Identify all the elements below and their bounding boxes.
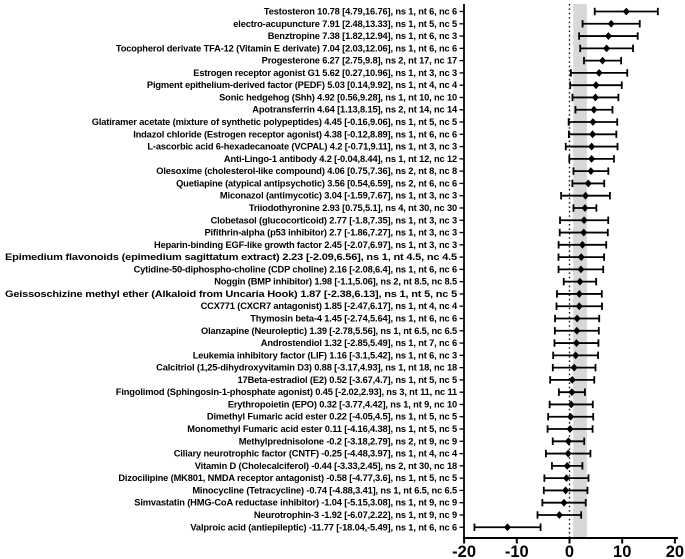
row-label: Progesterone 6.27 [2.75,9.8], ns 2, nt 17, nc 17 <box>261 55 457 66</box>
row-label: Clobetasol (glucocorticoid) 2.77 [-1.8,7.35], ns 1, nt 3, nc 3 <box>210 215 457 226</box>
row-label: Sonic hedgehog (Shh) 4.92 [0.56,9.28], ns 1, nt 10, nc 10 <box>219 92 457 103</box>
row-label: Cytidine-50-diphospho-choline (CDP choline) 2.16 [-2.08,6.4], ns 1, nt 6, nc 6 <box>133 264 457 275</box>
forest-row <box>118 473 588 483</box>
forest-row <box>156 363 595 373</box>
forest-row <box>187 424 592 434</box>
forest-row <box>5 289 602 299</box>
forest-row <box>116 387 585 397</box>
forest-row <box>134 498 585 508</box>
effect-marker <box>590 106 597 114</box>
effect-marker <box>567 413 574 421</box>
forest-row <box>195 461 583 471</box>
forest-row <box>249 203 597 213</box>
row-label: Pigment epithelium-derived factor (PEDF) 5.03 [0.14,9.92], ns 1, nt 4, nc 4 <box>146 80 457 91</box>
x-tick-label: 0 <box>564 543 575 559</box>
effect-marker <box>589 130 596 138</box>
forest-row <box>116 43 633 53</box>
effect-marker <box>593 81 600 89</box>
effect-marker <box>599 57 606 65</box>
row-label: Quetiapine (atypical antipsychotic) 3.56 [0.54,6.59], ns 2, nt 6, nc 6 <box>176 178 457 189</box>
row-label: Tocopherol derivate TFA-12 (Vitamin E derivate) 7.04 [2.03,12.06], ns 1, nt 6, nc 6 <box>115 43 457 54</box>
forest-row <box>220 191 610 201</box>
forest-row <box>201 326 599 336</box>
row-label: Pifithrin-alpha (p53 inhibitor) 2.7 [-1.86,7.27], ns 1, nt 3, nc 3 <box>204 227 457 238</box>
forest-row <box>201 301 602 311</box>
forest-row <box>228 399 593 409</box>
row-label: Vitamin D (Cholecalciferol) -0.44 [-3.33,2.45], ns 2, nt 30, nc 18 <box>194 460 457 471</box>
row-label: Indazol chloride (Estrogen receptor agonist) 4.38 [-0.12,8.89], ns 1, nt 6, nc 6 <box>133 129 457 140</box>
row-label: Thymosin beta-4 1.45 [-2.74,5.64], ns 1, nt 6, nc 6 <box>250 313 457 324</box>
x-tick-label: -10 <box>504 543 529 559</box>
forest-row <box>254 510 581 520</box>
row-label: L-ascorbic acid 6-hexadecanoate (VCPAL) 4.2 [-0.71,9.11], ns 1, nt 3, nc 3 <box>147 141 457 152</box>
forest-row <box>252 105 612 115</box>
row-label: Androstendiol 1.32 [-2.85,5.49], ns 1, nt 7, nc 6 <box>260 338 457 349</box>
row-label: Estrogen receptor agonist G1 5.62 [0.27,10.96], ns 1, nt 3, nc 3 <box>193 67 457 78</box>
row-label: Apotransferrin 4.64 [1.13,8.15], ns 2, nt 14, nc 14 <box>252 104 457 115</box>
forest-row <box>193 350 598 360</box>
row-label: Ciliary neurotrophic factor (CNTF) -0.25 [-4.48,3.97], ns 1, nt 4, nc 4 <box>173 448 457 459</box>
row-label: Glatiramer acetate (mixture of synthetic polypeptides) 4.45 [-0.16,9.06], ns 1, nt 5, nc 5 <box>91 117 457 128</box>
effect-marker <box>562 487 569 495</box>
forest-row <box>5 252 604 262</box>
row-label: Miconazol (antimycotic) 3.04 [-1.59,7.67], ns 1, nt 3, nc 3 <box>219 190 457 201</box>
forest-row <box>190 522 540 532</box>
row-label: Valproic acid (antiepileptic) -11.77 [-18.04,-5.49], ns 1, nt 6, nc 6 <box>190 522 457 533</box>
x-tick-label: 10 <box>613 543 632 559</box>
forest-row <box>238 375 595 385</box>
row-label: Calcitriol (1,25-dihydroxyvitamin D3) 0.88 [-3.17,4.93], ns 1, nt 18, nc 18 <box>156 362 457 373</box>
row-label: Olanzapine (Neuroleptic) 1.39 [-2.78,5.56], ns 1, nt 6.5, nc 6.5 <box>201 325 457 336</box>
row-label: Leukemia inhibitory factor (LIF) 1.16 [-3.1,5.42], ns 1, nt 6, nc 3 <box>192 350 457 361</box>
forest-row <box>204 228 607 238</box>
row-label: 17Beta-estradiol (E2) 0.52 [-3.67,4.7], ns 1, nt 5, nc 5 <box>237 374 457 385</box>
forest-row <box>193 68 627 78</box>
forest-row <box>211 215 609 225</box>
forest-row <box>250 314 599 324</box>
effect-marker <box>588 155 595 163</box>
forest-row <box>154 240 606 250</box>
row-label: electro-acupuncture 7.91 [2.48,13.33], ns 1, nt 5, nc 5 <box>233 18 457 29</box>
effect-marker <box>596 69 603 77</box>
effect-marker <box>504 523 511 531</box>
forest-row <box>92 117 617 127</box>
forest-row <box>214 277 596 287</box>
row-label: Neurotrophin-3 -1.92 [-6.07,2.22], ns 1, nt 9, nc 9 <box>253 509 457 520</box>
forest-row <box>261 338 599 348</box>
effect-marker <box>565 450 572 458</box>
forest-row <box>262 56 622 66</box>
row-label: Dimethyl Fumaric acid ester 0.22 [-4.05,4.5], ns 1, nt 5, nc 5 <box>206 411 457 422</box>
forest-row <box>174 449 591 459</box>
x-tick-label: 20 <box>665 543 685 559</box>
effect-marker <box>623 8 630 16</box>
forest-row <box>147 142 617 152</box>
effect-marker <box>587 167 594 175</box>
forest-row <box>224 154 614 164</box>
effect-marker <box>588 143 595 151</box>
forest-row <box>207 412 593 422</box>
forest-row <box>264 7 658 17</box>
effect-marker <box>605 32 612 40</box>
forest-row <box>156 166 608 176</box>
effect-marker <box>556 511 563 519</box>
forest-row <box>176 178 604 188</box>
row-label: Anti-Lingo-1 antibody 4.2 [-0.04,8.44], ns 1, nt 12, nc 12 <box>223 153 457 164</box>
effect-marker <box>565 437 572 445</box>
row-label: CCX771 (CXCR7 antagonist) 1.85 [-2.47,6.17], ns 1, nt 4, nc 4 <box>200 301 457 312</box>
row-label: Dizocilipine (MK801, NMDA receptor antagonist) -0.58 [-4.77,3.6], ns 1, nt 5, nc 5 <box>118 473 457 484</box>
row-label: Fingolimod (Sphingosin-1-phosphate agonist) 0.45 [-2.02,2.93], ns 3, nt 11, nc 11 <box>115 387 457 398</box>
row-label: Noggin (BMP inhibitor) 1.98 [-1.1,5.06], ns 2, nt 8.5, nc 8.5 <box>214 276 457 287</box>
effect-marker <box>603 44 610 52</box>
row-label: Epimedium flavonoids (epimedium sagittatum extract) 2.23 [-2.09,6.56], ns 1, nt 4.5, nc 4.5 <box>5 252 457 263</box>
row-label: Erythropoietin (EPO) 0.32 [-3.77,4.42], ns 1, nt 9, nc 10 <box>227 399 457 410</box>
forest-row <box>147 80 622 90</box>
forest-row <box>239 436 584 446</box>
forest-row <box>133 129 616 139</box>
row-label: Benztropine 7.38 [1.82,12.94], ns 1, nt 6, nc 3 <box>267 31 457 42</box>
row-label: Simvastatin (HMG-CoA reductase inhibitor) -1.04 [-5.15,3.08], ns 1, nt 9, nc 9 <box>134 497 457 508</box>
forest-row <box>219 92 618 102</box>
x-tick-label: -20 <box>452 543 477 559</box>
effect-marker <box>561 499 568 507</box>
row-label: Triiodothyronine 2.93 [0.75,5.1], ns 4, nt 30, nc 30 <box>248 202 457 213</box>
effect-marker <box>608 20 615 28</box>
row-label: Methylprednisolone -0.2 [-3.18,2.79], ns 2, nt 9, nc 9 <box>238 436 457 447</box>
forest-row <box>192 485 587 495</box>
row-label: Monomethyl Fumaric acid ester 0.11 [-4.16,4.38], ns 1, nt 5, nc 5 <box>187 424 457 435</box>
row-label: Olesoxime (cholesterol-like compound) 4.06 [0.75,7.36], ns 2, nt 8, nc 8 <box>156 166 457 177</box>
row-label: Heparin-binding EGF-like growth factor 2.45 [-2.07,6.97], ns 1, nt 3, nc 3 <box>154 239 457 250</box>
row-label: Testosteron 10.78 [4.79,16.76], ns 1, nt 6, nc 6 <box>263 6 457 17</box>
effect-marker <box>567 425 574 433</box>
row-label: Minocycline (Tetracycline) -0.74 [-4.88,3.41], ns 1, nt 6.5, nc 6.5 <box>192 485 457 496</box>
forest-row <box>134 264 604 274</box>
effect-marker <box>592 94 599 102</box>
row-label: Geissoschizine methyl ether (Alkaloid from Uncaria Hook) 1.87 [-2.38,6.13], ns 1, nt 5, nc 5 <box>5 288 458 299</box>
effect-marker <box>589 118 596 126</box>
